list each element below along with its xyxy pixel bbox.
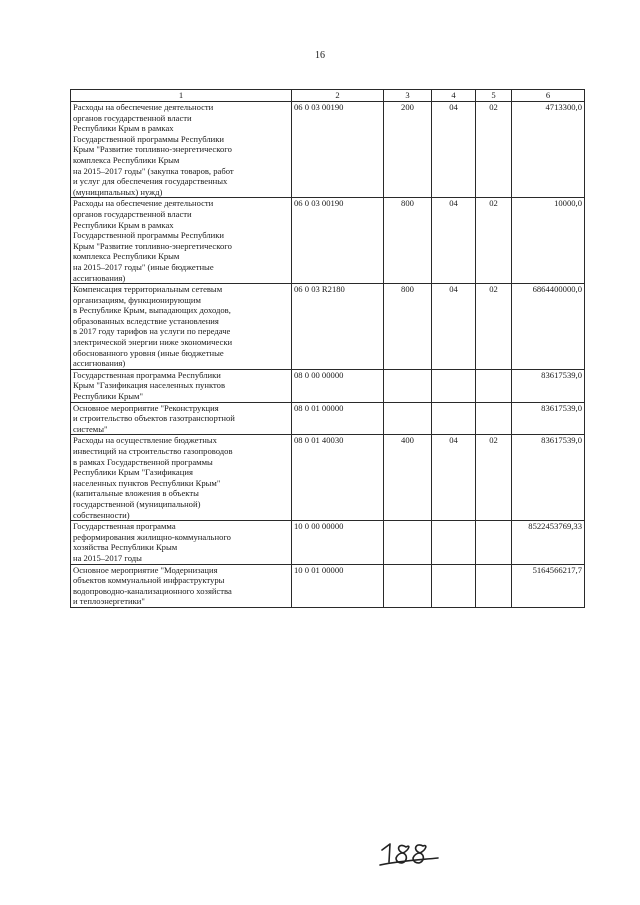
expense-type-cell: 200 bbox=[384, 102, 432, 198]
expense-name-line: Республики Крым в рамках bbox=[73, 123, 174, 134]
budget-code-cell: 10 0 01 00000 bbox=[292, 564, 384, 607]
amount-cell: 8522453769,33 bbox=[512, 521, 585, 564]
expense-type-cell: 800 bbox=[384, 284, 432, 370]
budget-code-cell: 08 0 00 00000 bbox=[292, 369, 384, 402]
handwritten-page-mark bbox=[378, 836, 440, 870]
expense-name-line: органов государственной власти bbox=[73, 208, 192, 219]
expense-name-line: ассигнования) bbox=[73, 358, 126, 369]
expense-name-line: электрической энергии ниже экономически bbox=[73, 337, 233, 348]
subsection-cell bbox=[476, 402, 512, 435]
table-row bbox=[71, 102, 585, 198]
expense-type-cell bbox=[384, 564, 432, 607]
expense-name-cell bbox=[71, 435, 292, 521]
expense-type-cell: 400 bbox=[384, 435, 432, 521]
expense-name-line: Республики Крым "Газификация bbox=[73, 467, 193, 478]
expense-name-line: Расходы на осуществление бюджетных bbox=[73, 435, 217, 446]
expense-name-line: на 2015–2017 годы" (закупка товаров, работ bbox=[73, 165, 234, 176]
amount-cell: 10000,0 bbox=[512, 198, 585, 284]
subsection-cell: 02 bbox=[476, 284, 512, 370]
column-header: 2 bbox=[292, 90, 384, 102]
expense-name-line: Государственной программы Республики bbox=[73, 230, 225, 241]
subsection-cell bbox=[476, 369, 512, 402]
expense-name-line: Республики Крым" bbox=[73, 391, 144, 402]
column-header: 1 bbox=[71, 90, 292, 102]
column-header: 5 bbox=[476, 90, 512, 102]
expense-name-line: Компенсация территориальным сетевым bbox=[73, 284, 223, 295]
budget-table bbox=[70, 89, 585, 608]
expense-name-line: (капитальные вложения в объекты bbox=[73, 488, 199, 499]
expense-name-line: обоснованного уровня (иные бюджетные bbox=[73, 347, 224, 358]
amount-cell: 83617539,0 bbox=[512, 402, 585, 435]
section-cell bbox=[432, 564, 476, 607]
expense-name-line: и теплоэнергетики" bbox=[73, 596, 145, 607]
budget-code-cell: 06 0 03 R2180 bbox=[292, 284, 384, 370]
expense-name-line: Расходы на обеспечение деятельности bbox=[73, 198, 214, 209]
expense-name-line: на 2015–2017 годы" (иные бюджетные bbox=[73, 261, 214, 272]
expense-type-cell: 800 bbox=[384, 198, 432, 284]
amount-cell: 4713300,0 bbox=[512, 102, 585, 198]
expense-name-line: комплекса Республики Крым bbox=[73, 154, 180, 165]
amount-cell: 5164566217,7 bbox=[512, 564, 585, 607]
expense-name-line: ассигнования) bbox=[73, 272, 126, 283]
expense-name-line: инвестиций на строительство газопроводов bbox=[73, 446, 233, 456]
section-cell: 04 bbox=[432, 435, 476, 521]
budget-code-cell: 06 0 03 00190 bbox=[292, 198, 384, 284]
expense-name-line: в рамках Государственной программы bbox=[73, 456, 213, 467]
expense-name-line: в Республике Крым, выпадающих доходов, bbox=[73, 305, 231, 316]
subsection-cell: 02 bbox=[476, 435, 512, 521]
expense-type-cell bbox=[384, 369, 432, 402]
section-cell: 04 bbox=[432, 284, 476, 370]
expense-name-line: Крым "Газификация населенных пунктов bbox=[73, 380, 226, 391]
table-row bbox=[71, 521, 585, 564]
section-cell bbox=[432, 369, 476, 402]
expense-name-line: органов государственной власти bbox=[73, 112, 192, 123]
expense-name-line: и строительство объектов газотранспортной bbox=[73, 413, 235, 424]
expense-name-line: собственности) bbox=[73, 509, 130, 520]
table-row bbox=[71, 198, 585, 284]
expense-type-cell bbox=[384, 521, 432, 564]
expense-name-line: Республики Крым в рамках bbox=[73, 219, 174, 230]
table-row bbox=[71, 284, 585, 370]
expense-name-line: системы" bbox=[73, 423, 108, 434]
expense-name-cell bbox=[71, 369, 292, 402]
section-cell bbox=[432, 402, 476, 435]
expense-name-line: (муниципальных) нужд) bbox=[73, 186, 163, 197]
expense-name-line: Крым "Развитие топливно-энергетического bbox=[73, 144, 232, 155]
expense-name-line: государственной (муниципальной) bbox=[73, 498, 201, 509]
expense-name-line: водопроводно-канализационного хозяйства bbox=[73, 585, 232, 596]
expense-name-line: Государственная программа Республики bbox=[73, 369, 221, 380]
subsection-cell bbox=[476, 521, 512, 564]
expense-name-line: образованных вследствие установления bbox=[73, 315, 219, 326]
table-row bbox=[71, 435, 585, 521]
section-cell: 04 bbox=[432, 102, 476, 198]
page-number: 16 bbox=[315, 50, 325, 61]
table-row bbox=[71, 402, 585, 435]
expense-name-line: Расходы на обеспечение деятельности bbox=[73, 102, 214, 112]
expense-name-line: Государственной программы Республики bbox=[73, 133, 225, 144]
expense-name-line: Основное мероприятие "Модернизация bbox=[73, 564, 218, 575]
table-header-row bbox=[71, 90, 585, 102]
column-header: 3 bbox=[384, 90, 432, 102]
expense-name-cell bbox=[71, 521, 292, 564]
expense-name-line: комплекса Республики Крым bbox=[73, 251, 180, 262]
subsection-cell: 02 bbox=[476, 198, 512, 284]
table-body bbox=[71, 102, 585, 608]
budget-code-cell: 08 0 01 00000 bbox=[292, 402, 384, 435]
table-row bbox=[71, 564, 585, 607]
expense-name-line: Крым "Развитие топливно-энергетического bbox=[73, 240, 232, 251]
amount-cell: 6864400000,0 bbox=[512, 284, 585, 370]
expense-name-line: хозяйства Республики Крым bbox=[73, 542, 178, 553]
amount-cell: 83617539,0 bbox=[512, 369, 585, 402]
expense-name-cell bbox=[71, 402, 292, 435]
column-header: 6 bbox=[512, 90, 585, 102]
budget-code-cell: 10 0 00 00000 bbox=[292, 521, 384, 564]
expense-name-line: населенных пунктов Республики Крым" bbox=[73, 477, 221, 488]
subsection-cell bbox=[476, 564, 512, 607]
expense-name-line: Основное мероприятие "Реконструкция bbox=[73, 402, 219, 413]
expense-name-cell bbox=[71, 564, 292, 607]
expense-type-cell bbox=[384, 402, 432, 435]
expense-name-cell bbox=[71, 102, 292, 198]
expense-name-cell bbox=[71, 284, 292, 370]
expense-name-line: в 2017 году тарифов на услуги по передаче bbox=[73, 326, 231, 337]
expense-name-line: реформирования жилищно-коммунального bbox=[73, 531, 231, 542]
budget-code-cell: 08 0 01 40030 bbox=[292, 435, 384, 521]
budget-code-cell: 06 0 03 00190 bbox=[292, 102, 384, 198]
column-header: 4 bbox=[432, 90, 476, 102]
expense-name-line: организациям, функционирующим bbox=[73, 294, 201, 305]
section-cell bbox=[432, 521, 476, 564]
subsection-cell: 02 bbox=[476, 102, 512, 198]
expense-name-line: и услуг для обеспечения государственных bbox=[73, 176, 228, 187]
table-row bbox=[71, 369, 585, 402]
expense-name-line: на 2015–2017 годы bbox=[73, 552, 142, 563]
expense-name-line: объектов коммунальной инфраструктуры bbox=[73, 575, 225, 586]
expense-name-line: Государственная программа bbox=[73, 521, 176, 532]
amount-cell: 83617539,0 bbox=[512, 435, 585, 521]
section-cell: 04 bbox=[432, 198, 476, 284]
expense-name-cell bbox=[71, 198, 292, 284]
